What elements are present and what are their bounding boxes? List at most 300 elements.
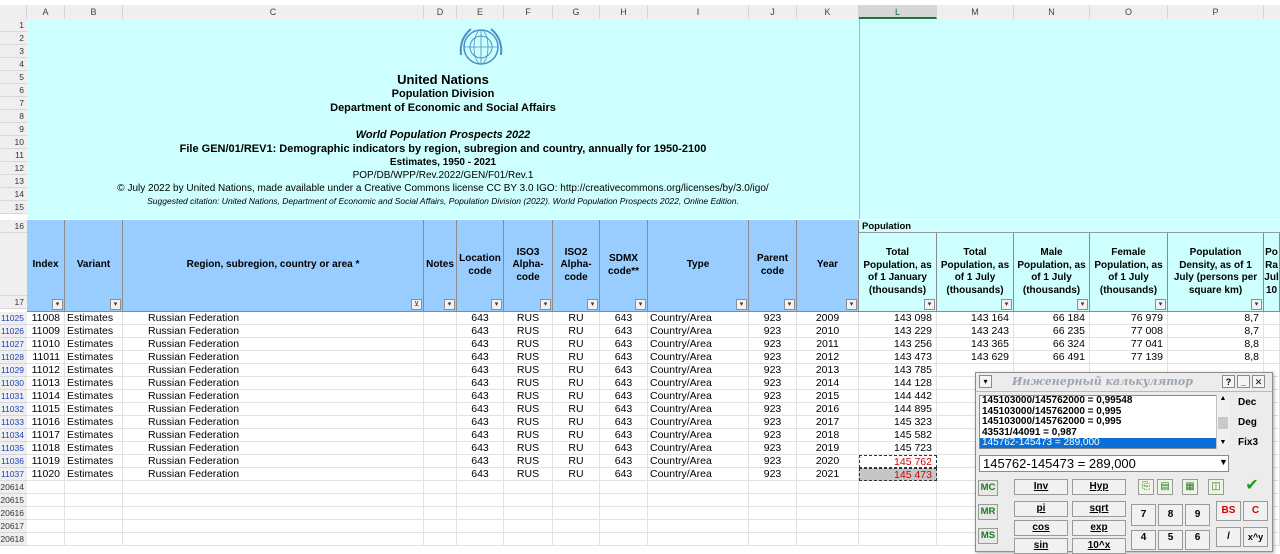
empty-cell[interactable] <box>504 481 553 494</box>
row-header-11025[interactable]: 11025 <box>0 312 27 325</box>
cell-loc[interactable]: 643 <box>457 390 504 403</box>
scroll-down-icon[interactable]: ▼ <box>1219 439 1227 446</box>
cell-iso2[interactable]: RU <box>553 338 600 351</box>
cell-year[interactable]: 2017 <box>797 416 859 429</box>
filter-dropdown-icon[interactable]: ▾ <box>635 299 646 310</box>
empty-cell[interactable] <box>65 533 123 546</box>
power-button[interactable]: x^y <box>1243 527 1268 547</box>
chevron-down-icon[interactable]: ▼ <box>1219 457 1228 467</box>
filter-dropdown-icon[interactable]: ▾ <box>110 299 121 310</box>
cell-iso2[interactable]: RU <box>553 468 600 481</box>
filter-dropdown-icon[interactable]: ▾ <box>924 299 935 310</box>
cell-year[interactable]: 2018 <box>797 429 859 442</box>
column-header-m[interactable]: M <box>937 5 1014 19</box>
cell-iso3[interactable]: RUS <box>504 377 553 390</box>
cell-parent[interactable]: 923 <box>749 403 797 416</box>
row-header-13[interactable]: 13 <box>0 175 27 188</box>
calculator-history[interactable] <box>979 395 1229 449</box>
filter-dropdown-icon[interactable]: ▾ <box>736 299 747 310</box>
cell-type[interactable]: Country/Area <box>648 455 749 468</box>
cell-notes[interactable] <box>424 468 457 481</box>
exp-button[interactable]: exp <box>1072 520 1126 536</box>
digit-5-button[interactable]: 5 <box>1158 530 1183 550</box>
divide-button[interactable]: / <box>1216 527 1241 547</box>
cell-parent[interactable]: 923 <box>749 377 797 390</box>
cell-notes[interactable] <box>424 429 457 442</box>
cell-region[interactable]: Russian Federation <box>123 468 424 481</box>
digit-4-button[interactable]: 4 <box>1131 530 1156 550</box>
cell-parent[interactable]: 923 <box>749 364 797 377</box>
cell-year[interactable]: 2015 <box>797 390 859 403</box>
history-scrollbar[interactable] <box>1216 395 1229 449</box>
pi-button[interactable]: pi <box>1014 501 1068 517</box>
cell-type[interactable]: Country/Area <box>648 403 749 416</box>
column-header-h[interactable]: H <box>600 5 648 19</box>
cell-iso2[interactable]: RU <box>553 442 600 455</box>
mode-dec[interactable]: Dec <box>1238 397 1257 408</box>
cell-year[interactable]: 2021 <box>797 468 859 481</box>
cell-iso2[interactable]: RU <box>553 429 600 442</box>
cos-button[interactable]: cos <box>1014 520 1068 536</box>
cell-iso2[interactable]: RU <box>553 312 600 325</box>
cell-region[interactable]: Russian Federation <box>123 377 424 390</box>
filter-dropdown-icon[interactable]: ▾ <box>1077 299 1088 310</box>
cell-index[interactable]: 11016 <box>27 416 65 429</box>
cell-variant[interactable]: Estimates <box>65 390 123 403</box>
cell-notes[interactable] <box>424 390 457 403</box>
row-header-15[interactable]: 15 <box>0 201 27 214</box>
cell-year[interactable]: 2011 <box>797 338 859 351</box>
row-header-3[interactable]: 3 <box>0 45 27 58</box>
row-header-17[interactable]: 17 <box>0 296 27 309</box>
cell-iso3[interactable]: RUS <box>504 312 553 325</box>
empty-cell[interactable] <box>859 520 937 533</box>
cell-notes[interactable] <box>424 403 457 416</box>
row-header-20615[interactable]: 20615 <box>0 494 27 507</box>
cell-loc[interactable]: 643 <box>457 364 504 377</box>
filter-dropdown-icon[interactable]: ▾ <box>1155 299 1166 310</box>
row-header-11031[interactable]: 11031 <box>0 390 27 403</box>
row-header-11036[interactable]: 11036 <box>0 455 27 468</box>
empty-cell[interactable] <box>797 520 859 533</box>
row-header-12[interactable]: 12 <box>0 162 27 175</box>
cell-density[interactable]: 8,7 <box>1168 325 1264 338</box>
cell-parent[interactable]: 923 <box>749 468 797 481</box>
cell-iso3[interactable]: RUS <box>504 351 553 364</box>
empty-cell[interactable] <box>600 494 648 507</box>
cell-sdmx[interactable]: 643 <box>600 377 648 390</box>
empty-cell[interactable] <box>859 481 937 494</box>
empty-cell[interactable] <box>504 494 553 507</box>
cell-type[interactable]: Country/Area <box>648 468 749 481</box>
cell-parent[interactable]: 923 <box>749 390 797 403</box>
row-header-11033[interactable]: 11033 <box>0 416 27 429</box>
digit-7-button[interactable]: 7 <box>1131 504 1156 526</box>
cell-type[interactable]: Country/Area <box>648 442 749 455</box>
cell-jan[interactable]: 145 473 <box>859 468 937 481</box>
cell-sdmx[interactable]: 643 <box>600 338 648 351</box>
empty-cell[interactable] <box>797 481 859 494</box>
cell-variant[interactable]: Estimates <box>65 429 123 442</box>
filter-dropdown-icon[interactable]: ⊻ <box>411 299 422 310</box>
cell-density[interactable]: 8,8 <box>1168 351 1264 364</box>
cell-year[interactable]: 2013 <box>797 364 859 377</box>
menu-icon[interactable]: ▾ <box>979 375 992 388</box>
row-header-8[interactable]: 8 <box>0 110 27 123</box>
scroll-up-icon[interactable]: ▲ <box>1219 395 1227 402</box>
cell-region[interactable]: Russian Federation <box>123 442 424 455</box>
cell-variant[interactable]: Estimates <box>65 325 123 338</box>
cell-region[interactable]: Russian Federation <box>123 351 424 364</box>
cell-variant[interactable]: Estimates <box>65 377 123 390</box>
empty-cell[interactable] <box>600 507 648 520</box>
cell-region[interactable]: Russian Federation <box>123 325 424 338</box>
cell-iso3[interactable]: RUS <box>504 390 553 403</box>
cell-index[interactable]: 11015 <box>27 403 65 416</box>
empty-cell[interactable] <box>27 520 65 533</box>
cell-variant[interactable]: Estimates <box>65 403 123 416</box>
cell-notes[interactable] <box>424 442 457 455</box>
empty-cell[interactable] <box>457 507 504 520</box>
mode-fix3[interactable]: Fix3 <box>1238 437 1259 448</box>
empty-cell[interactable] <box>797 494 859 507</box>
cell-region[interactable]: Russian Federation <box>123 455 424 468</box>
row-header-11029[interactable]: 11029 <box>0 364 27 377</box>
column-header-c[interactable]: C <box>123 5 424 19</box>
cell-index[interactable]: 11009 <box>27 325 65 338</box>
cell-loc[interactable]: 643 <box>457 377 504 390</box>
empty-cell[interactable] <box>553 520 600 533</box>
empty-cell[interactable] <box>749 481 797 494</box>
cell-notes[interactable] <box>424 377 457 390</box>
row-header-20616[interactable]: 20616 <box>0 507 27 520</box>
mr-button[interactable]: MR <box>978 504 998 520</box>
cell-index[interactable]: 11013 <box>27 377 65 390</box>
cell-region[interactable]: Russian Federation <box>123 416 424 429</box>
cell-type[interactable]: Country/Area <box>648 338 749 351</box>
cell-iso2[interactable]: RU <box>553 351 600 364</box>
cell-parent[interactable]: 923 <box>749 429 797 442</box>
cell-type[interactable]: Country/Area <box>648 364 749 377</box>
filter-dropdown-icon[interactable]: ▾ <box>444 299 455 310</box>
cell-loc[interactable]: 643 <box>457 325 504 338</box>
empty-cell[interactable] <box>648 494 749 507</box>
empty-cell[interactable] <box>859 507 937 520</box>
column-header-e[interactable]: E <box>457 5 504 19</box>
close-button[interactable]: ✕ <box>1252 375 1265 388</box>
format-icon[interactable]: ▦ <box>1182 479 1198 495</box>
empty-cell[interactable] <box>65 520 123 533</box>
cell-jul[interactable]: 143 243 <box>937 325 1014 338</box>
cell-loc[interactable]: 643 <box>457 403 504 416</box>
cell-loc[interactable]: 643 <box>457 351 504 364</box>
cell-loc[interactable]: 643 <box>457 312 504 325</box>
cell-parent[interactable]: 923 <box>749 312 797 325</box>
filter-dropdown-icon[interactable]: ▾ <box>587 299 598 310</box>
cell-year[interactable]: 2012 <box>797 351 859 364</box>
cell-iso2[interactable]: RU <box>553 416 600 429</box>
empty-cell[interactable] <box>749 494 797 507</box>
empty-cell[interactable] <box>749 520 797 533</box>
cell-type[interactable]: Country/Area <box>648 312 749 325</box>
row-header-11037[interactable]: 11037 <box>0 468 27 481</box>
column-header-g[interactable]: G <box>553 5 600 19</box>
cell-density[interactable]: 8,8 <box>1168 338 1264 351</box>
filter-dropdown-icon[interactable]: ▾ <box>491 299 502 310</box>
empty-cell[interactable] <box>424 533 457 546</box>
cell-jan[interactable]: 145 323 <box>859 416 937 429</box>
cell-sdmx[interactable]: 643 <box>600 312 648 325</box>
empty-cell[interactable] <box>859 494 937 507</box>
cell-iso2[interactable]: RU <box>553 377 600 390</box>
cell-year[interactable]: 2010 <box>797 325 859 338</box>
matrix-icon[interactable]: ◫ <box>1208 479 1224 495</box>
column-header-j[interactable]: J <box>749 5 797 19</box>
cell-sdmx[interactable]: 643 <box>600 416 648 429</box>
cell-sdmx[interactable]: 643 <box>600 468 648 481</box>
empty-cell[interactable] <box>457 494 504 507</box>
hyp-button[interactable]: Hyp <box>1072 479 1126 495</box>
filter-dropdown-icon[interactable]: ▾ <box>52 299 63 310</box>
cell-region[interactable]: Russian Federation <box>123 312 424 325</box>
check-icon[interactable]: ✔ <box>1245 477 1259 494</box>
cell-index[interactable]: 11012 <box>27 364 65 377</box>
cell-type[interactable]: Country/Area <box>648 325 749 338</box>
cell-loc[interactable]: 643 <box>457 429 504 442</box>
cell-index[interactable]: 11011 <box>27 351 65 364</box>
history-item[interactable]: 145762-145473 = 289,000 <box>980 438 1228 449</box>
cell-variant[interactable]: Estimates <box>65 416 123 429</box>
row-header-4[interactable]: 4 <box>0 58 27 71</box>
cell-jan[interactable]: 145 762 <box>859 455 937 468</box>
empty-cell[interactable] <box>424 494 457 507</box>
cell-sdmx[interactable]: 643 <box>600 325 648 338</box>
empty-cell[interactable] <box>27 481 65 494</box>
cell-parent[interactable]: 923 <box>749 416 797 429</box>
empty-cell[interactable] <box>648 533 749 546</box>
cell-loc[interactable]: 643 <box>457 468 504 481</box>
empty-cell[interactable] <box>553 494 600 507</box>
cell-density[interactable]: 8,7 <box>1168 312 1264 325</box>
cell-loc[interactable]: 643 <box>457 416 504 429</box>
empty-cell[interactable] <box>123 520 424 533</box>
cell-iso2[interactable]: RU <box>553 325 600 338</box>
column-header-d[interactable]: D <box>424 5 457 19</box>
cell-iso3[interactable]: RUS <box>504 403 553 416</box>
cell-iso2[interactable]: RU <box>553 390 600 403</box>
row-header-5[interactable]: 5 <box>0 71 27 84</box>
cell-jan[interactable]: 144 895 <box>859 403 937 416</box>
empty-cell[interactable] <box>27 494 65 507</box>
cell-type[interactable]: Country/Area <box>648 351 749 364</box>
empty-cell[interactable] <box>504 533 553 546</box>
row-header-14[interactable]: 14 <box>0 188 27 201</box>
empty-cell[interactable] <box>600 481 648 494</box>
history-item[interactable]: 145103000/145762000 = 0,995 <box>982 416 1122 427</box>
empty-cell[interactable] <box>749 533 797 546</box>
cell-region[interactable]: Russian Federation <box>123 338 424 351</box>
cell-jan[interactable]: 143 098 <box>859 312 937 325</box>
calculator-titlebar[interactable] <box>976 373 1272 392</box>
empty-cell[interactable] <box>123 481 424 494</box>
filter-dropdown-icon[interactable]: ▾ <box>1001 299 1012 310</box>
empty-cell[interactable] <box>27 507 65 520</box>
inv-button[interactable]: Inv <box>1014 479 1068 495</box>
cell-iso3[interactable]: RUS <box>504 325 553 338</box>
cell-iso2[interactable]: RU <box>553 403 600 416</box>
empty-cell[interactable] <box>648 520 749 533</box>
sqrt-button[interactable]: sqrt <box>1072 501 1126 517</box>
cell-iso2[interactable]: RU <box>553 364 600 377</box>
clear-button[interactable]: C <box>1243 501 1268 521</box>
cell-variant[interactable]: Estimates <box>65 455 123 468</box>
cell-variant[interactable]: Estimates <box>65 442 123 455</box>
select-all-corner[interactable] <box>0 5 27 19</box>
column-header-o[interactable]: O <box>1090 5 1168 19</box>
row-header-11[interactable]: 11 <box>0 149 27 162</box>
cell-index[interactable]: 11020 <box>27 468 65 481</box>
cell-loc[interactable]: 643 <box>457 338 504 351</box>
row-header-11035[interactable]: 11035 <box>0 442 27 455</box>
cell-parent[interactable]: 923 <box>749 338 797 351</box>
empty-cell[interactable] <box>504 520 553 533</box>
empty-cell[interactable] <box>797 507 859 520</box>
minimize-button[interactable]: _ <box>1237 375 1250 388</box>
empty-cell[interactable] <box>424 481 457 494</box>
cell-loc[interactable]: 643 <box>457 442 504 455</box>
cell-year[interactable]: 2020 <box>797 455 859 468</box>
row-header-9[interactable]: 9 <box>0 123 27 136</box>
mode-deg[interactable]: Deg <box>1238 417 1257 428</box>
empty-cell[interactable] <box>65 494 123 507</box>
cell-female[interactable]: 77 041 <box>1090 338 1168 351</box>
cell-region[interactable]: Russian Federation <box>123 390 424 403</box>
sin-button[interactable]: sin <box>1014 538 1068 554</box>
filter-dropdown-icon[interactable]: ▾ <box>540 299 551 310</box>
empty-cell[interactable] <box>457 520 504 533</box>
cell-jan[interactable]: 145 723 <box>859 442 937 455</box>
cell-jul[interactable]: 143 629 <box>937 351 1014 364</box>
column-header-a[interactable]: A <box>27 5 65 19</box>
row-header-7[interactable]: 7 <box>0 97 27 110</box>
copy-icon[interactable]: ⎘ <box>1138 479 1154 495</box>
empty-cell[interactable] <box>553 533 600 546</box>
cell-region[interactable]: Russian Federation <box>123 364 424 377</box>
cell-sdmx[interactable]: 643 <box>600 429 648 442</box>
filter-dropdown-icon[interactable]: ▾ <box>1251 299 1262 310</box>
cell-male[interactable]: 66 491 <box>1014 351 1090 364</box>
row-header-20617[interactable]: 20617 <box>0 520 27 533</box>
cell-jul[interactable]: 143 164 <box>937 312 1014 325</box>
cell-notes[interactable] <box>424 325 457 338</box>
cell-jan[interactable]: 145 582 <box>859 429 937 442</box>
calculator-input[interactable]: 145762-145473 = 289,000 <box>979 455 1229 472</box>
cell-jan[interactable]: 144 128 <box>859 377 937 390</box>
cell-male[interactable]: 66 235 <box>1014 325 1090 338</box>
cell-iso3[interactable]: RUS <box>504 468 553 481</box>
cell-notes[interactable] <box>424 338 457 351</box>
empty-cell[interactable] <box>600 533 648 546</box>
cell-loc[interactable]: 643 <box>457 455 504 468</box>
row-header-16[interactable]: 16 <box>0 220 27 233</box>
cell-index[interactable]: 11017 <box>27 429 65 442</box>
column-header-f[interactable]: F <box>504 5 553 19</box>
empty-cell[interactable] <box>797 533 859 546</box>
cell-index[interactable]: 11018 <box>27 442 65 455</box>
cell-region[interactable]: Russian Federation <box>123 403 424 416</box>
empty-cell[interactable] <box>27 533 65 546</box>
cell-jan[interactable]: 143 229 <box>859 325 937 338</box>
row-header-20618[interactable]: 20618 <box>0 533 27 546</box>
cell-year[interactable]: 2016 <box>797 403 859 416</box>
empty-cell[interactable] <box>123 494 424 507</box>
digit-6-button[interactable]: 6 <box>1185 530 1210 550</box>
empty-cell[interactable] <box>457 533 504 546</box>
cell-female[interactable]: 76 979 <box>1090 312 1168 325</box>
cell-sdmx[interactable]: 643 <box>600 351 648 364</box>
row-header-1[interactable]: 1 <box>0 19 27 32</box>
cell-index[interactable]: 11010 <box>27 338 65 351</box>
cell-sdmx[interactable]: 643 <box>600 390 648 403</box>
empty-cell[interactable] <box>504 507 553 520</box>
cell-type[interactable]: Country/Area <box>648 416 749 429</box>
cell-parent[interactable]: 923 <box>749 351 797 364</box>
empty-cell[interactable] <box>859 533 937 546</box>
row-header-11032[interactable]: 11032 <box>0 403 27 416</box>
history-item[interactable]: 145103000/145762000 = 0,995 <box>982 405 1122 417</box>
cell-notes[interactable] <box>424 416 457 429</box>
empty-cell[interactable] <box>424 520 457 533</box>
cell-year[interactable]: 2019 <box>797 442 859 455</box>
cell-male[interactable]: 66 324 <box>1014 338 1090 351</box>
empty-cell[interactable] <box>424 507 457 520</box>
row-header-10[interactable]: 10 <box>0 136 27 149</box>
row-header-11027[interactable]: 11027 <box>0 338 27 351</box>
column-header-k[interactable]: K <box>797 5 859 19</box>
column-header-n[interactable]: N <box>1014 5 1090 19</box>
cell-parent[interactable]: 923 <box>749 325 797 338</box>
cell-iso3[interactable]: RUS <box>504 364 553 377</box>
cell-year[interactable]: 2014 <box>797 377 859 390</box>
empty-cell[interactable] <box>648 507 749 520</box>
row-header-11028[interactable]: 11028 <box>0 351 27 364</box>
column-header-b[interactable]: B <box>65 5 123 19</box>
cell-index[interactable]: 11014 <box>27 390 65 403</box>
cell-jan[interactable]: 144 442 <box>859 390 937 403</box>
cell-notes[interactable] <box>424 455 457 468</box>
empty-cell[interactable] <box>648 481 749 494</box>
cell-ratio[interactable] <box>1264 312 1280 325</box>
cell-sdmx[interactable]: 643 <box>600 364 648 377</box>
cell-region[interactable]: Russian Federation <box>123 429 424 442</box>
empty-cell[interactable] <box>600 520 648 533</box>
cell-parent[interactable]: 923 <box>749 442 797 455</box>
cell-iso3[interactable]: RUS <box>504 416 553 429</box>
cell-type[interactable]: Country/Area <box>648 429 749 442</box>
ms-button[interactable]: MS <box>978 528 998 544</box>
cell-variant[interactable]: Estimates <box>65 351 123 364</box>
help-button[interactable]: ? <box>1222 375 1235 388</box>
cell-jan[interactable]: 143 473 <box>859 351 937 364</box>
empty-cell[interactable] <box>123 507 424 520</box>
history-item[interactable]: 43531/44091 = 0,987 <box>982 426 1077 438</box>
cell-sdmx[interactable]: 643 <box>600 442 648 455</box>
row-header-2[interactable]: 2 <box>0 32 27 45</box>
cell-jan[interactable]: 143 785 <box>859 364 937 377</box>
cell-variant[interactable]: Estimates <box>65 338 123 351</box>
engineering-calculator[interactable] <box>975 372 1273 552</box>
cell-jul[interactable]: 143 365 <box>937 338 1014 351</box>
